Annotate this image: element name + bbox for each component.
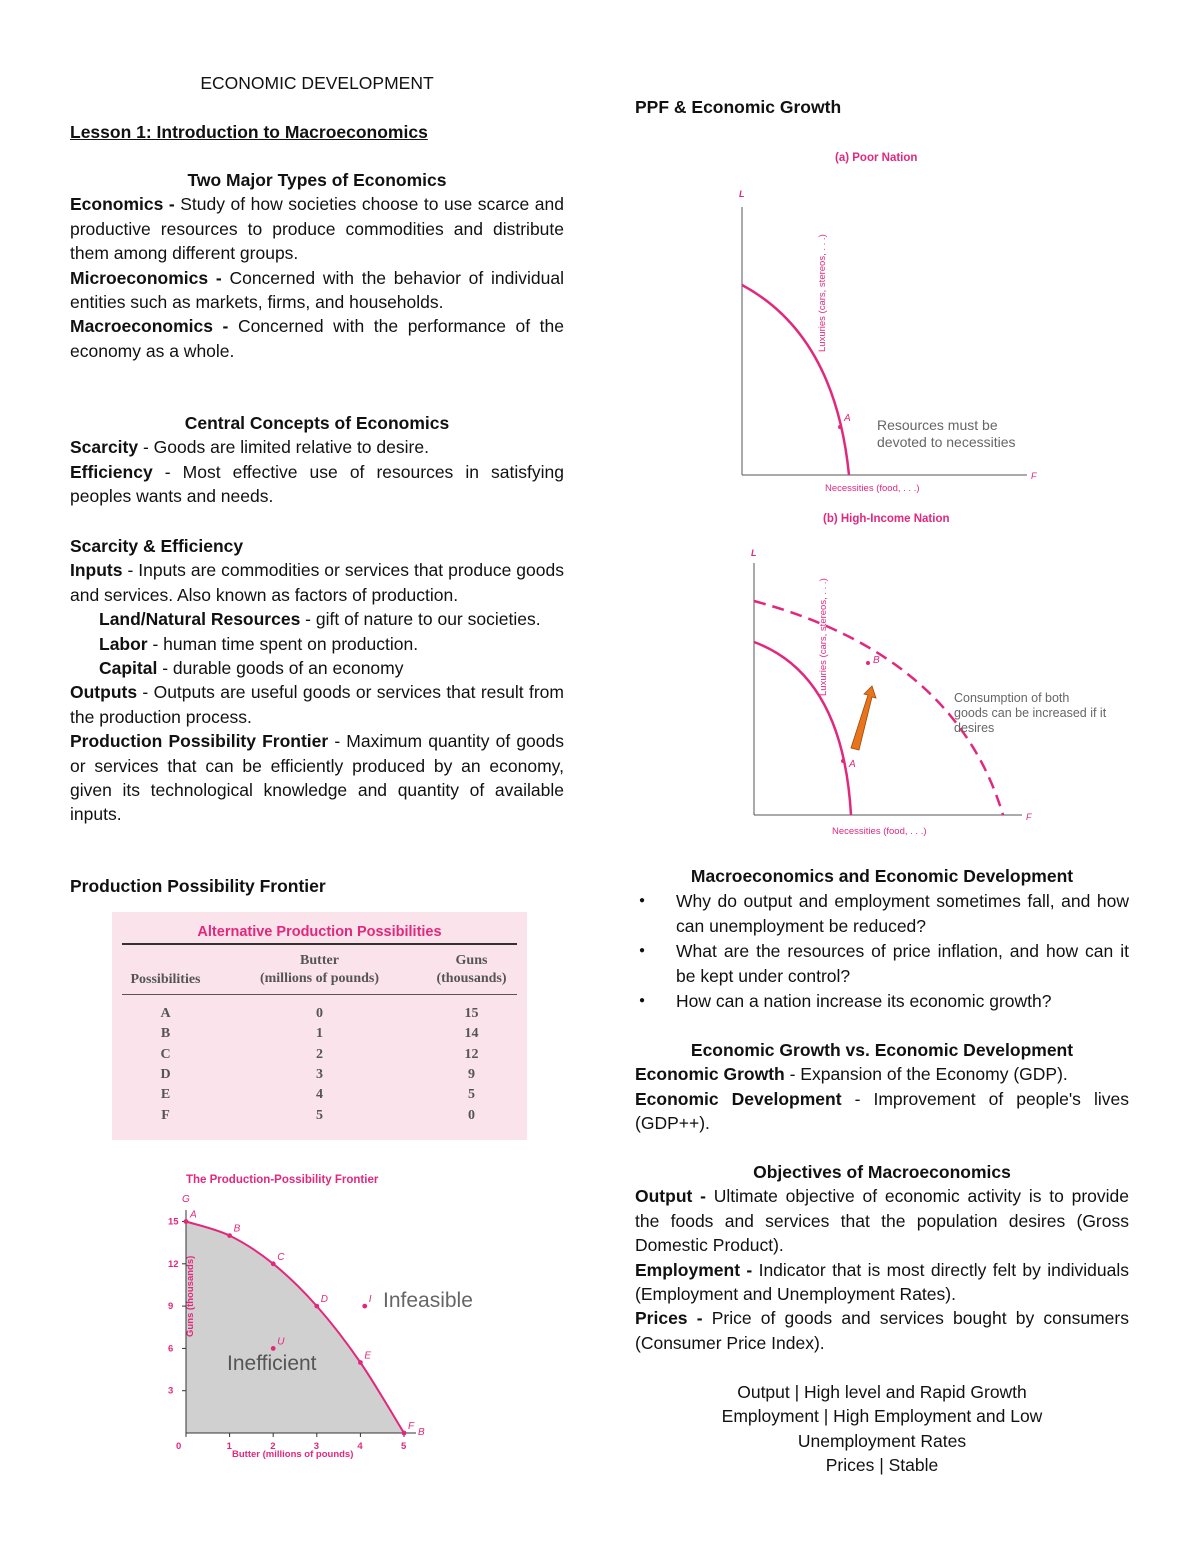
types-heading: Two Major Types of Economics	[187, 170, 447, 190]
macro-term: Macroeconomics -	[70, 316, 238, 337]
objectives-summary	[635, 1380, 1129, 1478]
high-income-nation-chart	[715, 505, 1115, 845]
growth-definition	[635, 1062, 1129, 1086]
poor-y-end-label: L	[739, 189, 745, 199]
economics-definition	[70, 192, 564, 265]
ppf-definition	[70, 729, 564, 827]
efficiency-definition	[70, 460, 564, 509]
point-label-e: E	[364, 1350, 372, 1362]
se-heading: Scarcity & Efficiency	[70, 536, 244, 556]
point-label-u: U	[277, 1336, 285, 1348]
land-definition	[70, 607, 564, 631]
poor-nation-chart	[715, 145, 1055, 500]
table-header-butter	[237, 952, 402, 988]
point-label-c: C	[277, 1251, 285, 1263]
point-b	[227, 1233, 232, 1238]
economics-term: Economics -	[70, 194, 181, 215]
growth-vs-heading: Economic Growth vs. Economic Development	[690, 1040, 1074, 1060]
outputs-definition	[70, 680, 564, 729]
growth-text: - Expansion of the Economy (GDP).	[784, 1064, 1068, 1085]
table-header-possibilities: Possibilities	[130, 972, 201, 987]
high-annotation-line1: Consumption of both	[954, 691, 1070, 705]
high-ppf-inner-curve	[754, 642, 851, 815]
x-tick-label: 5	[401, 1441, 407, 1452]
high-point-a-label: A	[849, 759, 856, 770]
capital-text: - durable goods of an economy	[157, 658, 404, 679]
table-cell-guns: 9	[468, 1066, 475, 1082]
question-item: ● What are the resources of price inflation, and how can it be kept under control?	[635, 939, 1129, 988]
table-cell-p: B	[160, 1026, 171, 1042]
employment-definition	[635, 1258, 1129, 1307]
micro-text: Concerned with the behavior of individual entities such as markets, firms, and households.	[70, 267, 564, 313]
point-label-i: I	[368, 1294, 372, 1306]
inefficient-label: Inefficient	[227, 1352, 317, 1375]
summary-employment-line2: Unemployment Rates	[797, 1430, 967, 1451]
development-definition	[635, 1087, 1129, 1136]
land-term: Land/Natural Resources	[99, 609, 301, 630]
micro-definition	[70, 266, 564, 315]
high-y-axis-label: Luxuries (cars, stereos, . . .)	[818, 578, 829, 696]
summary-prices: Prices | Stable	[825, 1455, 939, 1476]
employment-text: Indicator that is most directly felt by individuals (Employment and Unemployment Rates).	[635, 1259, 1129, 1305]
butter-header-line2: (millions of pounds)	[259, 971, 380, 986]
table-cell-p: F	[161, 1107, 170, 1123]
table-cell-guns: 5	[468, 1087, 475, 1103]
labor-text: - human time spent on production.	[147, 633, 419, 654]
question-item: ● Why do output and employment sometimes fall, and how can unemployment be reduced?	[635, 889, 1129, 938]
y-axis-end-label: G	[182, 1194, 190, 1205]
employment-term: Employment -	[635, 1259, 759, 1280]
poor-y-axis-label: Luxuries (cars, stereos, . . .)	[817, 234, 828, 352]
central-heading: Central Concepts of Economics	[184, 413, 450, 433]
table-header-rule	[122, 994, 517, 995]
inputs-term: Inputs	[70, 560, 123, 581]
output-definition	[635, 1184, 1129, 1257]
poor-point-a	[838, 425, 842, 429]
x-tick-label: 0	[176, 1441, 182, 1452]
table-cell-guns: 0	[468, 1107, 475, 1123]
table-title: Alternative Production Possibilities	[197, 924, 442, 940]
growth-vs-development-section	[635, 1038, 1129, 1136]
efficiency-text: - Most effective use of resources in satisfying peoples wants and needs.	[70, 461, 564, 507]
point-label-f: F	[408, 1421, 415, 1432]
high-annotation-line3: desires	[954, 721, 995, 735]
prices-text: Price of goods and services bought by consumers (Consumer Price Index).	[635, 1308, 1129, 1353]
labor-definition	[70, 632, 564, 656]
table-cell-p: A	[160, 1006, 171, 1021]
economics-text: Study of how societies choose to use scarce and productive resources to produce commodities and distribute them among different groups.	[70, 194, 564, 264]
table-cell-p: D	[160, 1066, 171, 1082]
outputs-term: Outputs	[70, 682, 138, 703]
table-cell-guns: 14	[464, 1026, 479, 1042]
high-annotation-line2: goods can be increased if it	[954, 706, 1107, 720]
y-tick-label: 9	[168, 1301, 174, 1313]
table-cell-butter: 4	[316, 1087, 323, 1103]
efficiency-term: Efficiency	[70, 461, 153, 482]
output-text: Ultimate objective of economic activity is to provide the foods and services that the population desires (Gross Domestic Product).	[635, 1186, 1129, 1256]
inputs-text: - Inputs are commodities or services that produce goods and services. Also known as factors of production.	[70, 560, 564, 605]
macro-definition	[70, 314, 564, 363]
poor-x-axis-label: Necessities (food, . . .)	[825, 483, 920, 494]
scarcity-definition	[70, 435, 564, 459]
development-text: - Improvement of people's lives (GDP++).	[635, 1088, 1129, 1134]
butter-header-line1: Butter	[300, 953, 339, 968]
question-item: ● How can a nation increase its economic growth?	[635, 989, 1129, 1013]
growth-arrow	[851, 686, 876, 750]
point-u	[271, 1346, 276, 1351]
table-cell-p: C	[160, 1046, 171, 1062]
table-top-rule	[122, 943, 517, 945]
table-header-guns	[424, 952, 519, 988]
table-cell-guns: 15	[464, 1006, 479, 1021]
table-cell-butter: 0	[316, 1006, 323, 1021]
infeasible-label: Infeasible	[383, 1289, 473, 1312]
high-point-b-label: B	[873, 655, 880, 666]
poor-ppf-curve	[742, 285, 849, 475]
micro-term: Microeconomics -	[70, 267, 230, 288]
x-tick-label: 2	[270, 1441, 276, 1452]
x-tick-label: 4	[357, 1441, 363, 1452]
chart-title: The Production-Possibility Frontier	[186, 1174, 379, 1186]
y-axis-label: Guns (thousands)	[185, 1255, 196, 1337]
document-title: ECONOMIC DEVELOPMENT	[200, 73, 434, 93]
x-axis-label: Butter (millions of pounds)	[232, 1449, 354, 1460]
point-i	[362, 1304, 367, 1309]
objectives-heading: Objectives of Macroeconomics	[753, 1162, 1011, 1182]
inputs-definition	[70, 558, 564, 607]
point-c	[271, 1261, 276, 1266]
land-text: - gift of nature to our societies.	[300, 609, 541, 630]
types-section	[70, 168, 564, 363]
feasible-region	[186, 1222, 404, 1434]
guns-header-line1: Guns	[455, 953, 488, 968]
development-term: Economic Development	[635, 1088, 842, 1109]
high-y-end-label: L	[751, 548, 757, 558]
point-f	[402, 1431, 407, 1436]
poor-annotation-line1: Resources must be	[877, 417, 998, 433]
table-cell-butter: 1	[316, 1026, 323, 1042]
y-tick-label: 12	[168, 1258, 179, 1270]
poor-x-end-label: F	[1031, 471, 1037, 481]
scarcity-term: Scarcity	[70, 437, 139, 458]
macro-dev-section	[635, 864, 1129, 1013]
high-x-end-label: F	[1026, 812, 1032, 822]
y-tick-label: 3	[168, 1385, 174, 1397]
capital-definition	[70, 656, 564, 680]
y-tick-label: 15	[168, 1216, 179, 1228]
summary-output: Output | High level and Rapid Growth	[737, 1382, 1027, 1402]
high-x-axis-label: Necessities (food, . . .)	[832, 826, 927, 837]
ppf-text: - Maximum quantity of goods or services that can be efficiently produced by an economy, given its technological knowledge and quantity of available inputs.	[70, 731, 564, 825]
lesson-title: Lesson 1: Introduction to Macroeconomics	[70, 122, 428, 142]
macro-dev-heading: Macroeconomics and Economic Development	[690, 866, 1074, 886]
y-tick-label: 6	[168, 1343, 174, 1355]
outputs-text: - Outputs are useful goods or services that result from the production process.	[70, 682, 564, 727]
scarcity-efficiency-section	[70, 534, 564, 827]
objectives-section	[635, 1160, 1129, 1355]
summary-employment-line1: Employment | High Employment and Low	[721, 1406, 1043, 1427]
high-point-a	[841, 759, 845, 763]
output-term: Output -	[635, 1186, 714, 1207]
x-axis-end-label: B	[418, 1427, 425, 1438]
growth-term: Economic Growth	[635, 1064, 785, 1085]
prices-term: Prices -	[635, 1308, 712, 1329]
ppf-term: Production Possibility Frontier	[70, 731, 329, 752]
point-e	[358, 1360, 363, 1365]
poor-annotation-line2: devoted to necessities	[877, 434, 1016, 450]
point-label-d: D	[320, 1294, 329, 1306]
point-label-b: B	[233, 1223, 241, 1235]
point-a	[184, 1219, 189, 1224]
production-possibilities-table	[112, 912, 527, 1140]
table-cell-butter: 2	[316, 1046, 323, 1062]
point-d	[314, 1304, 319, 1309]
high-income-title: (b) High-Income Nation	[823, 513, 950, 525]
ppf-chart	[140, 1165, 473, 1465]
labor-term: Labor	[99, 633, 148, 654]
scarcity-text: - Goods are limited relative to desire.	[138, 437, 429, 458]
poor-nation-title: (a) Poor Nation	[835, 152, 918, 164]
poor-point-a-label: A	[844, 413, 851, 424]
ppf-heading: Production Possibility Frontier	[70, 876, 326, 896]
table-cell-butter: 3	[316, 1066, 323, 1082]
point-label-a: A	[190, 1209, 197, 1221]
ppf-growth-heading: PPF & Economic Growth	[635, 97, 842, 117]
table-cell-butter: 5	[316, 1107, 323, 1123]
table-cell-guns: 12	[464, 1046, 479, 1062]
table-cell-p: E	[160, 1087, 171, 1103]
central-section	[70, 411, 564, 509]
guns-header-line2: (thousands)	[436, 971, 507, 986]
macro-dev-questions	[635, 889, 1129, 1013]
prices-definition	[635, 1306, 1129, 1355]
x-tick-label: 1	[226, 1441, 232, 1452]
high-point-b	[866, 661, 870, 665]
macro-text: Concerned with the performance of the economy as a whole.	[70, 316, 564, 361]
x-tick-label: 3	[313, 1441, 320, 1452]
capital-term: Capital	[99, 658, 158, 679]
